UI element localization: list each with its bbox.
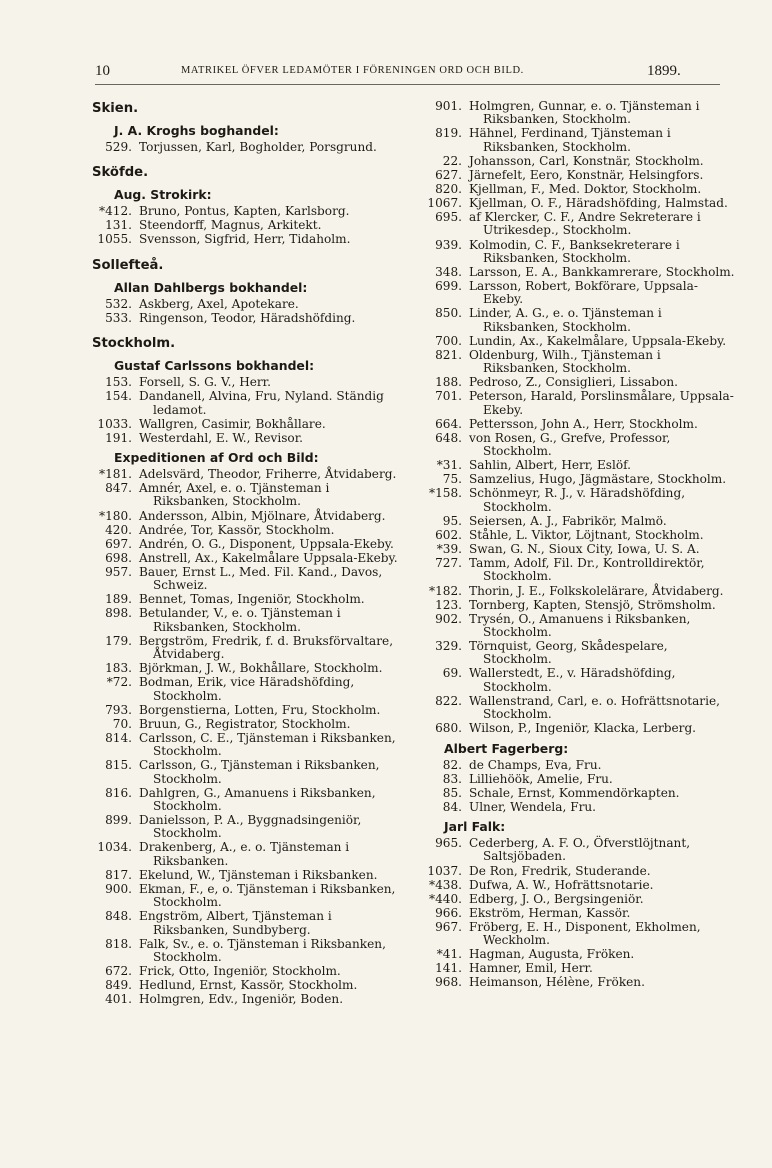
member-number: 70.	[112, 716, 132, 731]
member-entry	[422, 976, 738, 989]
member-details: Steendorff, Magnus, Arkitekt.	[139, 218, 322, 233]
member-number: 69.	[442, 666, 462, 681]
member-number: 672.	[105, 964, 132, 979]
member-entry	[92, 298, 404, 311]
member-entry	[422, 390, 738, 417]
member-entry	[422, 879, 738, 892]
member-number: 141.	[435, 961, 462, 976]
member-number: 727.	[435, 556, 462, 571]
member-entry	[92, 468, 404, 481]
member-number: 819.	[435, 126, 462, 141]
member-entry	[92, 205, 404, 218]
member-entry	[422, 349, 738, 376]
member-number: 697.	[105, 536, 132, 551]
member-number: 532.	[105, 296, 132, 311]
member-details: Hagman, Augusta, Fröken.	[469, 947, 635, 962]
member-details: Schale, Ernst, Kommendörkapten.	[469, 785, 680, 800]
member-details: Askberg, Axel, Apotekare.	[139, 296, 299, 311]
member-number: 901.	[435, 99, 462, 113]
bookshop-heading: J. A. Kroghs boghandel:	[114, 123, 279, 138]
member-entry	[422, 585, 738, 598]
member-number: 95.	[442, 513, 462, 528]
city-heading: Sköfde.	[92, 165, 149, 181]
header-year: 1899.	[647, 63, 681, 79]
member-entry	[422, 459, 738, 472]
member-entry	[92, 233, 404, 246]
member-details: Bodman, Erik, vice Häradshöfding, Stockholm.	[139, 675, 355, 703]
member-number: 131.	[105, 218, 132, 233]
member-entry	[92, 883, 404, 910]
member-number: 899.	[105, 813, 132, 828]
member-entry	[422, 418, 738, 431]
member-number: *182.	[429, 583, 462, 598]
member-details: Wallerstedt, E., v. Häradshöfding, Stockholm.	[469, 666, 676, 694]
member-entry	[422, 667, 738, 694]
member-number: 82.	[442, 757, 462, 772]
member-details: Pettersson, John A., Herr, Stockholm.	[469, 416, 698, 431]
member-entry	[92, 552, 404, 565]
member-number: 939.	[435, 237, 462, 252]
member-number: 329.	[435, 639, 462, 654]
member-number: 84.	[442, 799, 462, 814]
member-details: af Klercker, C. F., Andre Sekreterare i Utrikesdep., Stockholm.	[469, 210, 701, 238]
member-number: 401.	[105, 992, 132, 1007]
member-details: Engström, Albert, Tjänsteman i Riksbanken, Sundbyberg.	[139, 909, 332, 937]
member-details: von Rosen, G., Grefve, Professor, Stockholm.	[469, 430, 671, 459]
member-details: Lilliehöök, Amelie, Fru.	[469, 771, 613, 786]
member-entry	[92, 312, 404, 325]
member-entry	[92, 635, 404, 662]
member-entry	[92, 607, 404, 634]
member-details: Ekelund, W., Tjänsteman i Riksbanken.	[139, 867, 378, 882]
member-number: 822.	[435, 693, 462, 708]
member-details: Svensson, Sigfrid, Herr, Tidaholm.	[139, 232, 351, 247]
city-heading: Skien.	[92, 101, 139, 116]
member-details: Torjussen, Karl, Bogholder, Porsgrund.	[139, 140, 377, 154]
member-details: Ekström, Herman, Kassör.	[469, 905, 631, 920]
member-details: Holmgren, Gunnar, e. o. Tjänsteman i Riksbanken, Stockholm.	[469, 99, 700, 127]
member-number: 123.	[435, 597, 462, 612]
member-details: Holmgren, Edv., Ingeniör, Boden.	[139, 992, 344, 1007]
member-entry	[422, 127, 738, 154]
member-number: 529.	[105, 140, 132, 154]
member-details: Bruno, Pontus, Kapten, Karlsborg.	[139, 204, 350, 219]
member-details: Peterson, Harald, Porslinsmålare, Uppsala-Ekeby.	[469, 389, 734, 417]
member-details: de Champs, Eva, Fru.	[469, 757, 602, 772]
member-entry	[422, 962, 738, 975]
city-heading: Stockholm.	[92, 336, 176, 352]
member-details: Andrén, O. G., Disponent, Uppsala-Ekeby.	[139, 536, 394, 551]
member-number: 701.	[435, 389, 462, 404]
member-entry	[422, 183, 738, 196]
member-entry	[92, 141, 404, 154]
member-number: 533.	[105, 310, 132, 325]
member-details: Thorin, J. E., Folkskolelärare, Åtvidaberg.	[469, 583, 724, 598]
member-number: 698.	[105, 550, 132, 565]
member-details: Betulander, V., e. o. Tjänsteman i Riksbanken, Stockholm.	[139, 606, 341, 634]
member-details: Dufwa, A. W., Hofrättsnotarie.	[469, 877, 654, 892]
member-entry	[92, 718, 404, 731]
member-entry	[422, 307, 738, 334]
member-details: Bruun, G., Registrator, Stockholm.	[139, 716, 351, 731]
member-entry	[92, 482, 404, 509]
member-entry	[422, 529, 738, 542]
member-details: Edberg, J. O., Bergsingeniör.	[469, 891, 644, 906]
member-details: Oldenburg, Wilh., Tjänsteman i Riksbanken, Stockholm.	[469, 347, 661, 376]
member-details: Andersson, Albin, Mjölnare, Åtvidaberg.	[139, 508, 386, 523]
member-entry	[422, 266, 738, 279]
member-details: Kjellman, F., Med. Doktor, Stockholm.	[469, 181, 702, 196]
member-entry	[422, 197, 738, 210]
member-number: 816.	[105, 785, 132, 800]
member-entry	[422, 335, 738, 348]
member-number: 966.	[435, 905, 462, 920]
member-number: *180.	[99, 508, 132, 523]
member-details: Adelsvärd, Theodor, Friherre, Åtvidaberg.	[139, 467, 397, 482]
member-entry	[422, 376, 738, 389]
member-number: 648.	[435, 430, 462, 445]
member-details: Törnquist, Georg, Skådespelare, Stockholm.	[469, 639, 668, 667]
member-details: Cederberg, A. F. O., Öfverstlöjtnant, Saltsjöbaden.	[469, 836, 691, 864]
member-details: Westerdahl, E. W., Revisor.	[139, 430, 304, 445]
member-number: 847.	[105, 481, 132, 496]
member-number: 189.	[105, 592, 132, 607]
member-details: Lundin, Ax., Kakelmålare, Uppsala-Ekeby.	[469, 333, 727, 348]
member-entry	[92, 704, 404, 717]
member-number: *181.	[99, 467, 132, 482]
member-number: 814.	[105, 730, 132, 745]
member-number: 188.	[435, 375, 462, 390]
member-entry	[422, 722, 738, 735]
member-number: 1033.	[97, 416, 132, 431]
bookshop-heading: Jarl Falk:	[444, 819, 506, 835]
member-entry	[422, 557, 738, 584]
member-details: Hähnel, Ferdinand, Tjänsteman i Riksbanken, Stockholm.	[469, 126, 671, 154]
running-title: MATRIKEL ÖFVER LEDAMÖTER I FÖRENINGEN ORD OCH BILD.	[181, 65, 524, 76]
member-details: Frick, Otto, Ingeniör, Stockholm.	[139, 964, 341, 979]
member-details: Larsson, Robert, Bokförare, Uppsala-Ekeby.	[469, 279, 698, 307]
member-entry	[92, 432, 404, 445]
member-number: 699.	[435, 279, 462, 294]
city-heading: Sollefteå.	[92, 257, 164, 273]
member-details: Pedroso, Z., Consiglieri, Lissabon.	[469, 375, 679, 390]
member-number: 898.	[105, 606, 132, 621]
member-number: 793.	[105, 702, 132, 717]
member-details: De Ron, Fredrik, Studerande.	[469, 863, 651, 878]
member-entry	[92, 979, 404, 992]
member-details: Heimanson, Hélène, Fröken.	[469, 975, 645, 990]
member-entry	[422, 487, 738, 514]
member-entry	[422, 640, 738, 667]
member-number: 179.	[105, 633, 132, 648]
member-entry	[422, 515, 738, 528]
member-number: 153.	[105, 375, 132, 390]
member-number: 818.	[105, 936, 132, 951]
member-details: Carlsson, G., Tjänsteman i Riksbanken, Stockholm.	[139, 758, 380, 786]
member-number: *31.	[436, 458, 462, 473]
member-entry	[422, 773, 738, 786]
page-number: 10	[95, 63, 110, 79]
member-number: *72.	[106, 675, 132, 690]
member-details: Danielsson, P. A., Byggnadsingeniör, Stockholm.	[139, 813, 362, 841]
member-entry	[422, 432, 738, 459]
member-entry	[92, 676, 404, 703]
member-number: 183.	[105, 661, 132, 676]
member-number: 850.	[435, 306, 462, 321]
member-details: Larsson, E. A., Bankkamrerare, Stockholm.	[469, 264, 735, 279]
member-details: Sahlin, Albert, Herr, Eslöf.	[469, 458, 632, 473]
member-number: 420.	[105, 522, 132, 537]
member-entry	[422, 801, 738, 814]
member-details: Anstrell, Ax., Kakelmålare Uppsala-Ekeby.	[139, 550, 398, 565]
member-entry	[92, 510, 404, 523]
member-number: 627.	[435, 167, 462, 182]
member-details: Dahlgren, G., Amanuens i Riksbanken, Stockholm.	[139, 785, 376, 813]
member-number: 695.	[435, 210, 462, 225]
member-number: 85.	[442, 785, 462, 800]
member-details: Ståhle, L. Viktor, Löjtnant, Stockholm.	[469, 527, 704, 542]
member-entry	[92, 814, 404, 841]
member-entry	[422, 907, 738, 920]
member-details: Johansson, Carl, Konstnär, Stockholm.	[469, 153, 704, 168]
member-entry	[92, 787, 404, 814]
member-entry	[92, 376, 404, 389]
member-number: 900.	[105, 881, 132, 896]
member-number: 154.	[105, 389, 132, 404]
member-details: Falk, Sv., e. o. Tjänsteman i Riksbanken, Stockholm.	[139, 936, 386, 964]
member-entry	[92, 869, 404, 882]
member-details: Trysén, O., Amanuens i Riksbanken, Stockholm.	[469, 611, 691, 639]
member-details: Ulner, Wendela, Fru.	[469, 799, 597, 814]
member-number: 849.	[105, 978, 132, 993]
member-entry	[92, 538, 404, 551]
member-entry	[92, 566, 404, 593]
member-details: Linder, A. G., e. o. Tjänsteman i Riksbanken, Stockholm.	[469, 306, 662, 334]
member-details: Ringenson, Teodor, Häradshöfding.	[139, 310, 356, 325]
member-entry	[92, 910, 404, 937]
member-details: Wallgren, Casimir, Bokhållare.	[139, 416, 326, 431]
member-details: Hedlund, Ernst, Kassör, Stockholm.	[139, 978, 358, 993]
member-entry	[92, 938, 404, 965]
member-entry	[92, 662, 404, 675]
member-entry	[422, 948, 738, 961]
member-details: Drakenberg, A., e. o. Tjänsteman i Riksbanken.	[139, 840, 350, 868]
member-details: Bergström, Fredrik, f. d. Bruksförvaltare, Åtvidaberg.	[139, 633, 394, 662]
member-entry	[92, 993, 404, 1006]
member-number: 815.	[105, 758, 132, 773]
member-details: Bauer, Ernst L., Med. Fil. Kand., Davos, Schweiz.	[139, 564, 383, 593]
member-number: 965.	[435, 836, 462, 851]
bookshop-heading: Aug. Strokirk:	[114, 187, 212, 203]
bookshop-heading: Gustaf Carlssons bokhandel:	[114, 358, 315, 374]
member-entry	[92, 524, 404, 537]
member-entry	[422, 837, 738, 864]
member-number: *158.	[429, 486, 462, 501]
member-details: Kjellman, O. F., Häradshöfding, Halmstad.	[469, 196, 728, 211]
member-details: Seiersen, A. J., Fabrikör, Malmö.	[469, 513, 667, 528]
member-number: 664.	[435, 416, 462, 431]
member-number: 348.	[435, 264, 462, 279]
member-entry	[422, 280, 738, 307]
member-details: Borgenstierna, Lotten, Fru, Stockholm.	[139, 702, 381, 717]
member-number: 680.	[435, 721, 462, 736]
member-details: Wilson, P., Ingeniör, Klacka, Lerberg.	[469, 721, 697, 736]
member-number: 1067.	[427, 196, 462, 211]
member-entry	[422, 759, 738, 772]
member-number: *412.	[99, 204, 132, 219]
member-details: Swan, G. N., Sioux City, Iowa, U. S. A.	[469, 542, 700, 557]
member-entry	[422, 865, 738, 878]
bookshop-heading: Albert Fagerberg:	[444, 740, 569, 756]
member-details: Ekman, F., e, o. Tjänsteman i Riksbanken, Stockholm.	[139, 881, 396, 910]
member-number: 700.	[435, 333, 462, 348]
member-number: *438.	[429, 877, 462, 892]
member-details: Björkman, J. W., Bokhållare, Stockholm.	[139, 661, 383, 676]
member-entry	[422, 239, 738, 266]
member-number: 848.	[105, 909, 132, 924]
member-entry	[422, 893, 738, 906]
member-number: *440.	[429, 891, 462, 906]
member-details: Tornberg, Kapten, Stensjö, Strömsholm.	[469, 597, 716, 612]
header-rule	[95, 84, 720, 85]
member-entry	[422, 787, 738, 800]
member-entry	[92, 593, 404, 606]
member-details: Carlsson, C. E., Tjänsteman i Riksbanken, Stockholm.	[139, 730, 396, 759]
member-number: *39.	[436, 542, 462, 557]
member-number: 1055.	[97, 232, 132, 247]
bookshop-heading: Expeditionen af Ord och Bild:	[114, 450, 319, 466]
member-entry	[92, 732, 404, 759]
member-details: Tamm, Adolf, Fil. Dr., Kontrolldirektör, Stockholm.	[469, 556, 705, 584]
member-details: Samzelius, Hugo, Jägmästare, Stockholm.	[469, 472, 727, 487]
member-number: 1034.	[97, 840, 132, 855]
member-number: *41.	[436, 947, 462, 962]
member-entry	[92, 418, 404, 431]
member-details: Fröberg, E. H., Disponent, Ekholmen, Weckholm.	[469, 919, 701, 948]
left-column	[92, 100, 404, 1007]
member-details: Amnér, Axel, e. o. Tjänsteman i Riksbanken, Stockholm.	[139, 481, 330, 509]
member-entry	[92, 219, 404, 232]
member-entry	[422, 473, 738, 486]
member-number: 22.	[442, 153, 462, 168]
member-details: Hamner, Emil, Herr.	[469, 961, 593, 976]
member-number: 817.	[105, 867, 132, 882]
member-number: 1037.	[427, 863, 462, 878]
member-number: 75.	[442, 472, 462, 487]
member-details: Järnefelt, Eero, Konstnär, Helsingfors.	[469, 167, 704, 182]
member-entry	[422, 613, 738, 640]
member-entry	[422, 543, 738, 556]
member-entry	[92, 390, 404, 417]
member-number: 820.	[435, 181, 462, 196]
running-header	[95, 60, 715, 82]
member-entry	[92, 759, 404, 786]
member-number: 968.	[435, 975, 462, 990]
member-entry	[422, 211, 738, 238]
member-number: 957.	[105, 564, 132, 579]
member-details: Schönmeyr, R. J., v. Häradshöfding, Stockholm.	[469, 486, 686, 514]
member-entry	[422, 599, 738, 612]
member-entry	[422, 695, 738, 722]
member-details: Bennet, Tomas, Ingeniör, Stockholm.	[139, 592, 365, 607]
member-number: 821.	[435, 347, 462, 362]
member-details: Wallenstrand, Carl, e. o. Hofrättsnotarie, Stockholm.	[469, 693, 720, 722]
member-number: 83.	[442, 771, 462, 786]
member-number: 191.	[105, 430, 132, 445]
member-entry	[92, 841, 404, 868]
bookshop-heading: Allan Dahlbergs bokhandel:	[114, 279, 308, 295]
member-entry	[422, 921, 738, 948]
right-column	[422, 100, 738, 991]
member-details: Dandanell, Alvina, Fru, Nyland. Ständig ledamot.	[139, 389, 384, 417]
member-number: 902.	[435, 611, 462, 626]
member-entry	[422, 155, 738, 168]
member-details: Forsell, S. G. V., Herr.	[139, 375, 271, 390]
member-entry	[422, 169, 738, 182]
member-number: 602.	[435, 527, 462, 542]
member-details: Kolmodin, C. F., Banksekreterare i Riksbanken, Stockholm.	[469, 237, 680, 265]
member-entry	[92, 965, 404, 978]
member-number: 967.	[435, 919, 462, 934]
member-entry	[422, 100, 738, 127]
member-details: Andrée, Tor, Kassör, Stockholm.	[139, 522, 335, 537]
